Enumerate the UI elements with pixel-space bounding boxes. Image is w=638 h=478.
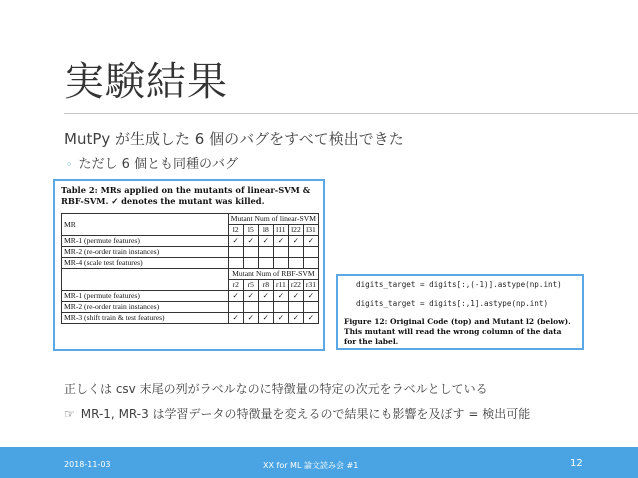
group-header-cell: Mutant Num of linear-SVM <box>228 214 318 225</box>
bullet-sub-text: ただし 6 個とも同種のバグ <box>78 157 239 172</box>
table-caption: Table 2: MRs applied on the mutants of linear-SVM & RBF-SVM. ✓ denotes the mutant was killed. <box>61 185 311 206</box>
killed-check-cell <box>303 302 318 313</box>
killed-check-cell <box>228 258 243 269</box>
mutant-col-header: r11 <box>273 280 288 291</box>
killed-check-cell: ✓ <box>243 236 258 247</box>
killed-check-cell <box>258 302 273 313</box>
killed-check-cell <box>243 302 258 313</box>
footer-event: XX for ML 論文読み会 #1 <box>263 461 359 470</box>
figure-caption: Figure 12: Original Code (top) and Mutant l2 (below). This mutant will read the wrong column of the data for the label. <box>344 317 571 346</box>
killed-check-cell <box>288 302 303 313</box>
killed-check-cell <box>288 247 303 258</box>
killed-check-cell <box>243 258 258 269</box>
mutant-col-header: r2 <box>228 280 243 291</box>
table-row <box>62 291 319 302</box>
mutant-col-header: l31 <box>303 225 318 236</box>
pointing-hand-icon: ☞ <box>64 407 75 421</box>
killed-check-cell: ✓ <box>303 291 318 302</box>
killed-check-cell <box>303 247 318 258</box>
page-number: 12 <box>570 458 583 469</box>
killed-check-cell: ✓ <box>303 313 318 324</box>
killed-check-cell: ✓ <box>288 291 303 302</box>
mutant-col-header: l22 <box>288 225 303 236</box>
title-divider <box>64 113 638 114</box>
mutant-col-header: r31 <box>303 280 318 291</box>
killed-check-cell <box>228 247 243 258</box>
mutant-col-header: l2 <box>228 225 243 236</box>
killed-check-cell <box>228 302 243 313</box>
mutant-col-header: l5 <box>243 225 258 236</box>
bullet-main: MutPy が生成した 6 個のバグをすべて検出できた <box>64 130 404 148</box>
killed-check-cell <box>258 247 273 258</box>
code-line-original: digits_target = digits[:,(-1)].astype(np.int) <box>356 280 562 289</box>
mutant-col-header: l11 <box>273 225 288 236</box>
killed-check-cell: ✓ <box>243 291 258 302</box>
mr-table-image <box>53 179 325 351</box>
killed-check-cell: ✓ <box>258 236 273 247</box>
bullet-sub <box>66 153 238 172</box>
mr-label-cell: MR-2 (re-order train instances) <box>62 302 229 313</box>
killed-check-cell <box>273 302 288 313</box>
killed-check-cell: ✓ <box>273 313 288 324</box>
killed-check-cell: ✓ <box>273 236 288 247</box>
code-figure-image <box>336 274 584 350</box>
mr-label-cell: MR-3 (shift train & test features) <box>62 313 229 324</box>
killed-check-cell: ✓ <box>228 313 243 324</box>
killed-check-cell: ✓ <box>243 313 258 324</box>
mr-header-cell <box>62 269 229 291</box>
note-explanation: 正しくは csv 末尾の列がラベルなのに特徴量の特定の次元をラベルとしている <box>64 382 488 396</box>
table-header-row <box>62 214 319 225</box>
mutant-col-header: r22 <box>288 280 303 291</box>
footer-bar <box>0 447 638 478</box>
mutant-col-header: l8 <box>258 225 273 236</box>
table-row <box>62 236 319 247</box>
mutant-col-header: r8 <box>258 280 273 291</box>
group-header-cell: Mutant Num of RBF-SVM <box>228 269 318 280</box>
mr-label-cell: MR-4 (scale test features) <box>62 258 229 269</box>
table-header-row <box>62 269 319 280</box>
note-conclusion <box>64 405 530 422</box>
killed-check-cell: ✓ <box>258 313 273 324</box>
killed-check-cell <box>273 258 288 269</box>
killed-check-cell: ✓ <box>288 313 303 324</box>
table-row <box>62 258 319 269</box>
killed-check-cell: ✓ <box>303 236 318 247</box>
killed-check-cell <box>288 258 303 269</box>
table-row <box>62 247 319 258</box>
bullet-marker: ◦ <box>66 158 73 171</box>
table-row <box>62 313 319 324</box>
killed-check-cell: ✓ <box>228 236 243 247</box>
mr-label-cell: MR-1 (permute features) <box>62 291 229 302</box>
killed-check-cell <box>303 258 318 269</box>
killed-check-cell: ✓ <box>288 236 303 247</box>
killed-check-cell: ✓ <box>228 291 243 302</box>
code-line-mutant: digits_target = digits[:,1].astype(np.int) <box>356 299 549 308</box>
killed-check-cell <box>258 258 273 269</box>
table-row <box>62 302 319 313</box>
mr-label-cell: MR-2 (re-order train instances) <box>62 247 229 258</box>
slide-title: 実験結果 <box>64 59 228 105</box>
killed-check-cell: ✓ <box>258 291 273 302</box>
mr-label-cell: MR-1 (permute features) <box>62 236 229 247</box>
mutant-col-header: r5 <box>243 280 258 291</box>
mr-header-cell: MR <box>62 214 229 236</box>
killed-check-cell: ✓ <box>273 291 288 302</box>
note-conclusion-text: MR-1, MR-3 は学習データの特徴量を変えるので結果にも影響を及ぼす = 検出可能 <box>80 407 531 421</box>
footer-date: 2018-11-03 <box>64 460 111 469</box>
killed-check-cell <box>243 247 258 258</box>
killed-check-cell <box>273 247 288 258</box>
mr-table <box>61 213 319 324</box>
